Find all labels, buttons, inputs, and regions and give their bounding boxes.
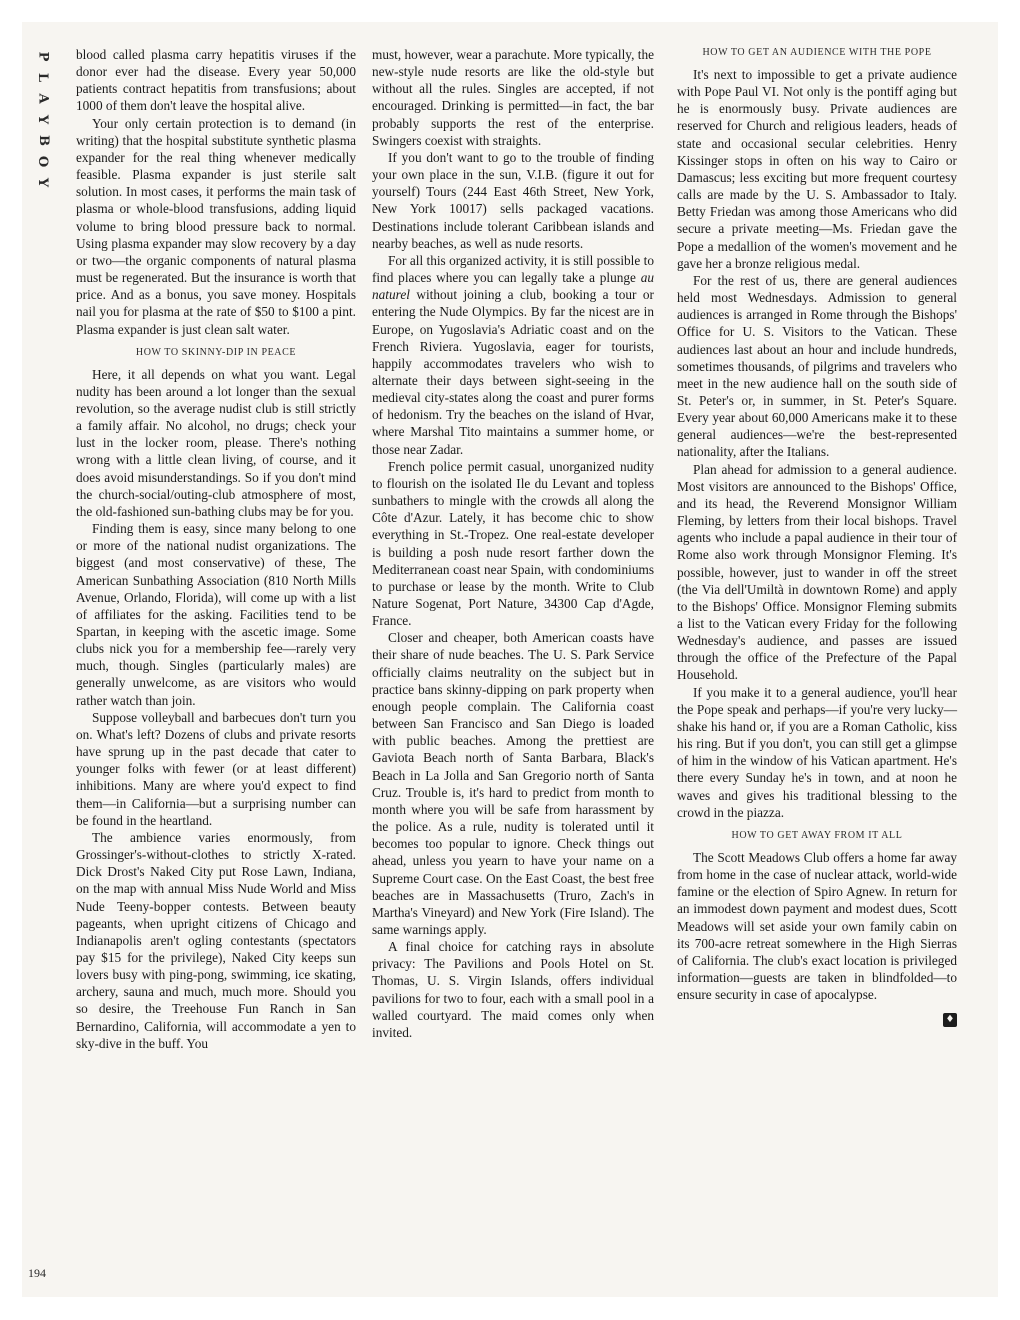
paragraph: Finding them is easy, since many belong to one or more of the national nudist organizations. The biggest (and most conservative) of these, The American Sunbathing Association (810 North Mills Avenue, Orlando, Florida), will come up with a list of affiliates for the asking. Facilities tend to be Spartan, in keeping with the ascetic image. Some clubs nick you for a membership fee—rarely very much, though. Singles (particularly males) are generally unwelcome, as are visitors who would rather watch than join. [76,521,356,708]
masthead-letter: B [35,135,51,146]
paragraph: Your only certain protection is to demand (in writing) that the hospital substitute synthetic plasma expander for the real thing whenever medically feasible. Plasma expander is just sterile salt solution. In most cases, it performs the main task of plasma or whole-blood transfusions, adding liquid volume to bring blood pressure back to normal. Using plasma expander may slow recovery by a day or two—the organic components of natural plasma must be regenerated. But the insurance is worth that price. And as a bonus, you save money. Hospitals nail you for plasma at the rate of $50 to $100 a pint. Plasma expander is just clean salt water. [76,115,356,337]
paragraph: Plan ahead for admission to a general audience. Most visitors are announced to the Bishops' Office, and its head, the Reverend Monsignor William Fleming, by letters from their local bishops. Travel agents who include a papal audience in their tour of Rome also work through Monsignor Fleming. It's possible, however, just to wander in off the street (the Via dell'Umiltà in downtown Rome) and apply to the Bishops' Office. Monsignor Fleming submits a list to the Vatican every Friday for the following Wednesday's audience, and passes are issued through the office of the Prefecture of the Papal Household. [677,461,957,683]
paragraph: A final choice for catching rays in absolute privacy: The Pavilions and Pools Hotel on St. Thomas, U. S. Virgin Islands, offers individual pavilions for two to four, each with a small pool in a walled courtyard. The maid comes only when invited. [372,939,654,1040]
rabbit-logo-icon: ♦ [943,1013,957,1027]
paragraph: French police permit casual, unorganized nudity to flourish on the isolated Ile du Levant and topless sunbathers to mingle with the crowds all along the Côte d'Azur. Lately, it has become chic to show everything in St.-Tropez. One real-estate developer is building a posh nude resort farther down the Mediterranean coast near Spain, with condominiums to purchase or lease by the month. Write to Club Nature Sogenat, Port Nature, 34300 Cap d'Agde, France. [372,458,654,629]
paragraph: For the rest of us, there are general audiences held most Wednesdays. Admission to general audiences is arranged in Rome through the Bishops' Office for U. S. Visitors to the Vatican. These audiences last about an hour and include hundreds, sometimes thousands, of pilgrims and travelers who meet in the new audience hall on the south side of St. Peter's or, in summer, in St. Peter's Square. Every year about 60,000 Americans make it to these general audiences—we're the best-represented nationality, after the Italians. [677,272,957,460]
column-1 [76,46,356,1052]
paragraph: Closer and cheaper, both American coasts have their share of nude beaches. The U. S. Park Service officially claims neutrality on the subject but in practice bans skinny-dipping on park property when enough people complain. The California coast between San Francisco and San Diego is loaded with public beaches. Among the prettiest are Gaviota Beach north of Santa Barbara, Black's Beach in La Jolla and San Gregorio north of Santa Cruz. Trouble is, it's hard to predict from month to month where you will be safe from harassment by the police. As a rule, nudity is tolerated until it becomes too popular to ignore. Check things out ahead, unless you yearn to have your name on a Supreme Court case. On the East Coast, the best free beaches are in Massachusetts (Truro, Zach's in Martha's Vineyard) and New York (Fire Island). The same warnings apply. [372,630,654,937]
paragraph: Here, it all depends on what you want. Legal nudity has been around a lot longer than the sexual revolution, so the average nudist club is still strictly a family affair. No alcohol, no drugs; check your lust in the locker room, please. There's nothing wrong with a little clean living, of course, and it does avoid misunderstandings. So if you don't mind the church-social/outing-club atmosphere of most, the old-fashioned sun-bathing clubs may be for you. [76,366,356,519]
column-3 [677,46,957,1027]
paragraph: Suppose volleyball and barbecues don't turn you on. What's left? Dozens of clubs and private resorts have sprung up in the past decade that cater to younger folks with fewer (or at least different) inhibitions. Many are where you'd expect to find them—in California—but a surprising number can be found in the heartland. [76,709,356,828]
masthead-letter: L [35,72,51,83]
column-2 [372,46,654,1041]
paragraph: must, however, wear a parachute. More typically, the new-style nude resorts are like the old-style but without all the rules. Singles are accepted, if not encouraged. Drinking is permitted—in fact, the bar probably supports the rest of the enterprise. Swingers coexist with straights. [372,47,654,148]
page-number: 194 [28,1266,46,1280]
masthead-letter: P [35,51,51,62]
masthead-letter: Y [35,114,51,125]
masthead [27,46,59,196]
section-heading: HOW TO GET AN AUDIENCE WITH THE POPE [702,47,932,58]
section-heading: HOW TO GET AWAY FROM IT ALL [731,829,903,841]
text-run: without joining a club, booking a tour or entering the Nude Olympics. By far the nicest are in Europe, on Yugoslavia's Adriatic coast and on the French Riviera. Yugoslavia, eager for tourists, happily accommodates travelers who wish to alternate their days between sight-seeing in the medieval city-states along the coast and purer forms of hedonism. Try the beaches on the island of Hvar, where Marshal Tito maintains a summer home, or those near Zadar. [372,287,654,457]
magazine-page [22,22,998,1297]
italic-phrase: au naturel [372,270,654,303]
paragraph: If you make it to a general audience, you'll hear the Pope speak and perhaps—if you're very lucky—shake his hand or, if you are a Roman Catholic, kiss his ring. But if you don't, you can still get a glimpse of him in the window of his Vatican apartment. He's there every Sunday he's in town, and at noon he waves and gives his traditional blessing to the crowd in the piazza. [677,684,957,820]
text-run: For all this organized activity, it is still possible to find places where you can legally take a plunge [372,252,654,286]
end-mark-wrap [677,1007,957,1027]
masthead-letter: A [35,93,51,104]
paragraph: If you don't want to go to the trouble of finding your own place in the sun, V.I.B. (figure it out for yourself) Tours (244 East 46th Street, New York, New York 10017) sells packaged vacations. Destinations include tolerant Caribbean islands and nearby beaches, as well as nude resorts. [372,149,654,251]
paragraph: It's next to impossible to get a private audience with Pope Paul VI. Not only is the pontiff aging but he is enormously busy. Private audiences are reserved for Church and religious leaders, heads of state and occasional secular celebrities. Henry Kissinger stops in often on his way to Cairo or Damascus; less exciting but more frequent courtesy calls are made by the U. S. Ambassador to Italy. Betty Friedan was among those Americans who did secure a private meeting—Ms. Friedan gave the Pope a medallion of the women's movement and he gave her a bronze religious medal. [677,67,957,271]
paragraph: The Scott Meadows Club offers a home far away from home in the case of nuclear attack, world-wide famine or the election of Spiro Agnew. In return for an immodest down payment and modest dues, Scott Meadows will set aside your own family cabin on its 700-acre retreat somewhere in the High Sierras of California. The club's exact location is privileged information—guests are taken in blindfolded—to ensure security in case of apocalypse. [677,849,957,1003]
masthead-letter: O [35,155,51,168]
paragraph: blood called plasma carry hepatitis viruses if the donor ever had the disease. Every year 50,000 patients contract hepatitis from transfusions; about 1000 of them don't leave the hospital alive. [76,47,356,114]
masthead-letter: Y [35,177,51,188]
paragraph: The ambience varies enormously, from Grossinger's-without-clothes to strictly X-rated. Dick Drost's Naked City put Rose Lawn, Indiana, on the map with annual Miss Nude World and Miss Nude Teeny-bopper contests. Between beauty pageants, when upright citizens of Chicago and Indianapolis aren't ogling contestants (spectators pay $15 for the privilege), Naked City keeps sun lovers busy with ping-pong, swimming, ice skating, archery, sauna and much, much more. Should you so desire, the Treehouse Fun Ranch in San Bernardino, California, will accommodate a yen to sky-dive in the buff. You [76,829,356,1051]
paragraph [372,252,654,458]
section-heading: HOW TO SKINNY-DIP IN PEACE [135,346,297,358]
